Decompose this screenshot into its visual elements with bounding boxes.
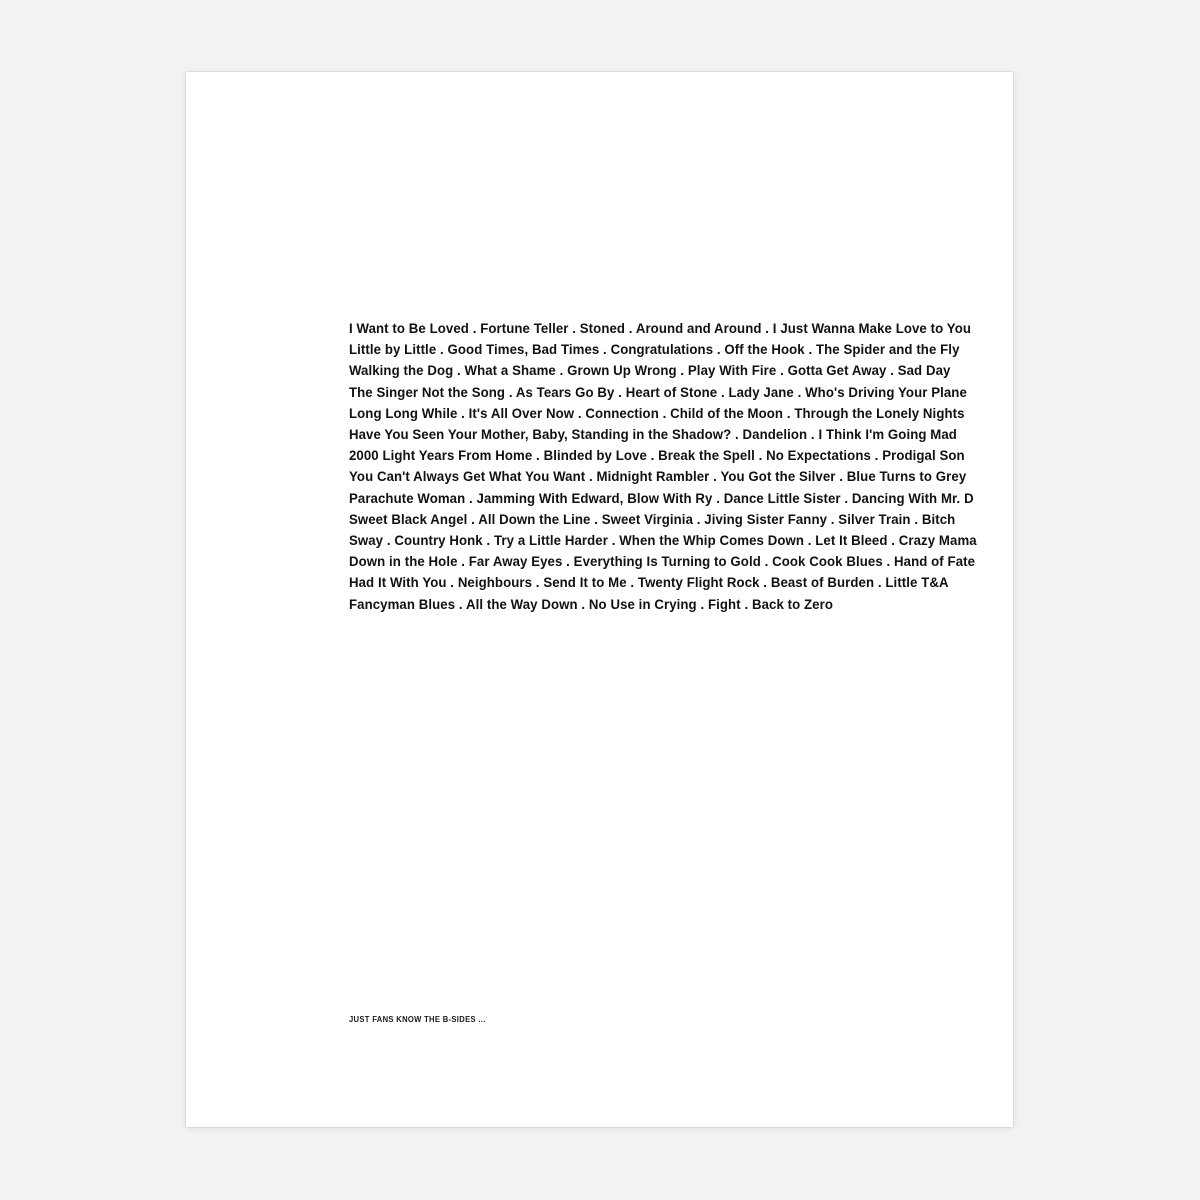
song-line: 2000 Light Years From Home . Blinded by Love . Break the Spell . No Expectations . Prodigal Son	[349, 448, 965, 465]
song-line: Sweet Black Angel . All Down the Line . Sweet Virginia . Jiving Sister Fanny . Silver Train . Bitch	[349, 511, 956, 528]
song-line: Parachute Woman . Jamming With Edward, Blow With Ry . Dance Little Sister . Dancing With Mr. D	[349, 490, 974, 507]
song-line: Had It With You . Neighbours . Send It to Me . Twenty Flight Rock . Beast of Burden . Little T&A	[349, 575, 949, 592]
poster-footnote: JUST FANS KNOW THE B-SIDES ...	[349, 1015, 486, 1024]
song-line: The Singer Not the Song . As Tears Go By . Heart of Stone . Lady Jane . Who's Driving Your Plane	[349, 384, 967, 401]
song-list	[349, 319, 977, 616]
song-line: I Want to Be Loved . Fortune Teller . Stoned . Around and Around . I Just Wanna Make Love to You	[349, 321, 972, 337]
song-line: Fancyman Blues . All the Way Down . No Use in Crying . Fight . Back to Zero	[349, 596, 834, 613]
poster-sheet	[186, 72, 1013, 1127]
song-line: Down in the Hole . Far Away Eyes . Everything Is Turning to Gold . Cook Cook Blues . Hand of Fate	[349, 554, 976, 571]
song-line: Little by Little . Good Times, Bad Times . Congratulations . Off the Hook . The Spider and the Fly	[349, 342, 960, 359]
song-line: Have You Seen Your Mother, Baby, Standing in the Shadow? . Dandelion . I Think I'm Going Mad	[349, 427, 957, 444]
song-line: Sway . Country Honk . Try a Little Harder . When the Whip Comes Down . Let It Bleed . Crazy Mama	[349, 533, 977, 550]
song-line: You Can't Always Get What You Want . Midnight Rambler . You Got the Silver . Blue Turns to Grey	[349, 469, 967, 486]
song-line: Long Long While . It's All Over Now . Connection . Child of the Moon . Through the Lonely Nights	[349, 405, 965, 422]
song-line: Walking the Dog . What a Shame . Grown Up Wrong . Play With Fire . Gotta Get Away . Sad Day	[349, 363, 951, 380]
